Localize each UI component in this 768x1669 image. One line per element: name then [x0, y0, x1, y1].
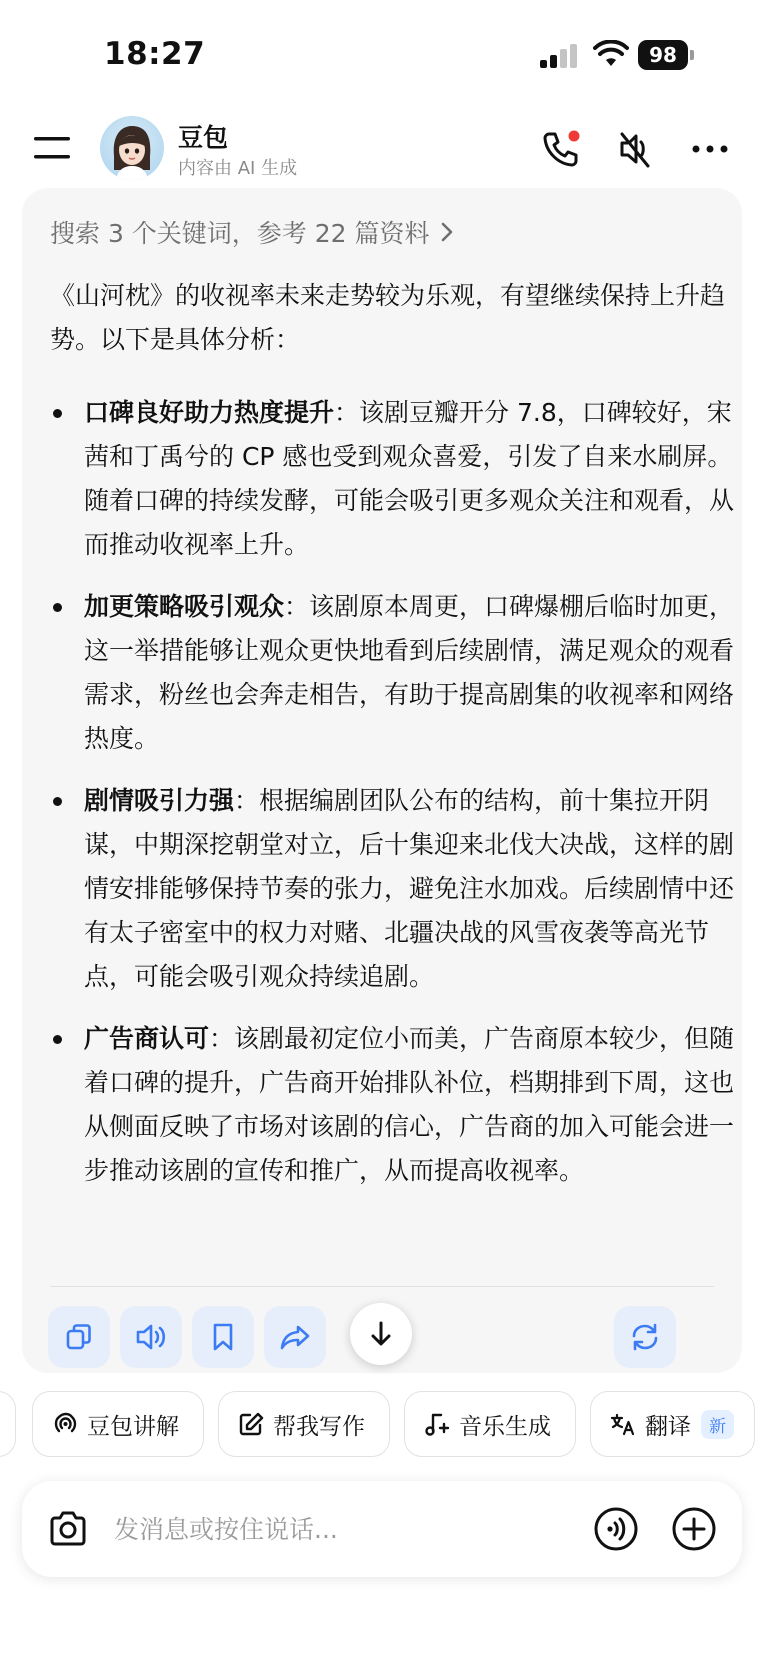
analysis-list — [50, 391, 738, 1211]
copy-icon — [63, 1321, 95, 1353]
broadcast-icon — [51, 1410, 79, 1438]
chat-header — [0, 110, 768, 190]
bookmark-icon — [208, 1321, 238, 1353]
message-input[interactable] — [114, 1503, 554, 1555]
quick-actions-row — [0, 1391, 768, 1457]
share-arrow-icon — [278, 1321, 312, 1353]
cellular-signal-icon — [540, 44, 580, 68]
bot-message-card — [22, 188, 742, 1373]
new-badge: 新 — [701, 1410, 734, 1439]
copy-button[interactable] — [48, 1306, 110, 1368]
point-title: 剧情吸引力强 — [84, 786, 235, 815]
point-title: 加更策略吸引观众 — [84, 592, 285, 621]
speaker-icon — [134, 1321, 168, 1353]
chip-label: 翻译 — [645, 1413, 691, 1440]
point-body: ：该剧最初定位小而美，广告商原本较少，但随着口碑的提升，广告商开始排队补位，档期排到下周，这也从侧面反映了市场对该剧的信心，广告商的加入可能会进一步推动该剧的宣传和推广，从而提高收视率。 — [84, 1024, 735, 1185]
answer-intro: 《山河枕》的收视率未来走势较为乐观，有望继续保持上升趋势。以下是具体分析： — [50, 281, 726, 354]
list-item — [50, 1017, 738, 1193]
chip-label: 音乐生成 — [459, 1413, 551, 1440]
quick-action-translate[interactable] — [590, 1391, 755, 1457]
regenerate-button[interactable] — [614, 1306, 676, 1368]
quick-action-doubao-explain[interactable] — [32, 1391, 204, 1457]
chevron-right-icon — [440, 221, 454, 243]
point-title: 口碑良好助力热度提升 — [84, 398, 335, 427]
quick-action-music[interactable] — [404, 1391, 576, 1457]
bot-avatar[interactable] — [100, 116, 164, 180]
list-item — [50, 391, 738, 567]
camera-icon[interactable] — [46, 1507, 90, 1551]
point-body: ：根据编剧团队公布的结构，前十集拉开阴谋，中期深挖朝堂对立，后十集迎来北伐大决战，这样的剧情安排能够保持节奏的张力，避免注水加戏。后续剧情中还有太子密室中的权力对赌、北疆决战的风雪夜袭等高光节点，可能会吸引观众持续追剧。 — [84, 786, 735, 991]
bookmark-button[interactable] — [192, 1306, 254, 1368]
point-body: ：该剧豆瓣开分 7.8，口碑较好，宋茜和丁禹兮的 CP 感也受到观众喜爱，引发了自来水刷屏。随着口碑的持续发酵，可能会吸引更多观众关注和观看，从而推动收视率上升。 — [84, 398, 735, 559]
translate-icon — [609, 1410, 637, 1438]
ai-disclaimer: 内容由 AI 生成 — [178, 158, 298, 179]
quick-action-writing[interactable] — [218, 1391, 390, 1457]
search-sources-link[interactable] — [50, 214, 454, 250]
battery-tip — [690, 50, 694, 60]
point-body: ：该剧原本周更，口碑爆棚后临时加更，这一举措能够让观众更快地看到后续剧情，满足观众的观看需求，粉丝也会奔走相告，有助于提高剧集的收视率和网络热度。 — [84, 592, 735, 753]
arrow-down-icon — [367, 1319, 395, 1349]
status-bar — [0, 0, 768, 110]
message-input-bar — [22, 1481, 742, 1577]
scroll-to-bottom-button[interactable] — [350, 1303, 412, 1365]
phone-call-icon[interactable] — [540, 128, 582, 170]
menu-icon[interactable] — [34, 134, 70, 162]
read-aloud-button[interactable] — [120, 1306, 182, 1368]
card-divider — [50, 1286, 714, 1287]
list-item — [50, 779, 738, 999]
share-button[interactable] — [264, 1306, 326, 1368]
battery-indicator — [638, 40, 694, 70]
battery-level: 98 — [638, 40, 688, 70]
music-note-icon — [423, 1410, 451, 1438]
chip-label: 帮我写作 — [273, 1413, 365, 1440]
bot-name: 豆包 — [178, 123, 229, 152]
edit-icon — [237, 1410, 265, 1438]
avatar-face-icon — [100, 116, 164, 180]
list-item — [50, 585, 738, 761]
refresh-icon — [628, 1321, 662, 1353]
voice-input-icon[interactable] — [592, 1505, 640, 1553]
search-summary: 搜索 3 个关键词，参考 22 篇资料 — [50, 219, 430, 248]
speaker-mute-icon[interactable] — [614, 128, 656, 170]
status-time: 18:27 — [104, 36, 206, 72]
point-title: 广告商认可 — [84, 1024, 210, 1053]
quick-action-chip-partial[interactable] — [0, 1391, 16, 1457]
wifi-icon — [593, 40, 629, 68]
more-options-icon[interactable] — [690, 134, 730, 164]
chip-label: 豆包讲解 — [87, 1413, 179, 1440]
plus-icon[interactable] — [670, 1505, 718, 1553]
